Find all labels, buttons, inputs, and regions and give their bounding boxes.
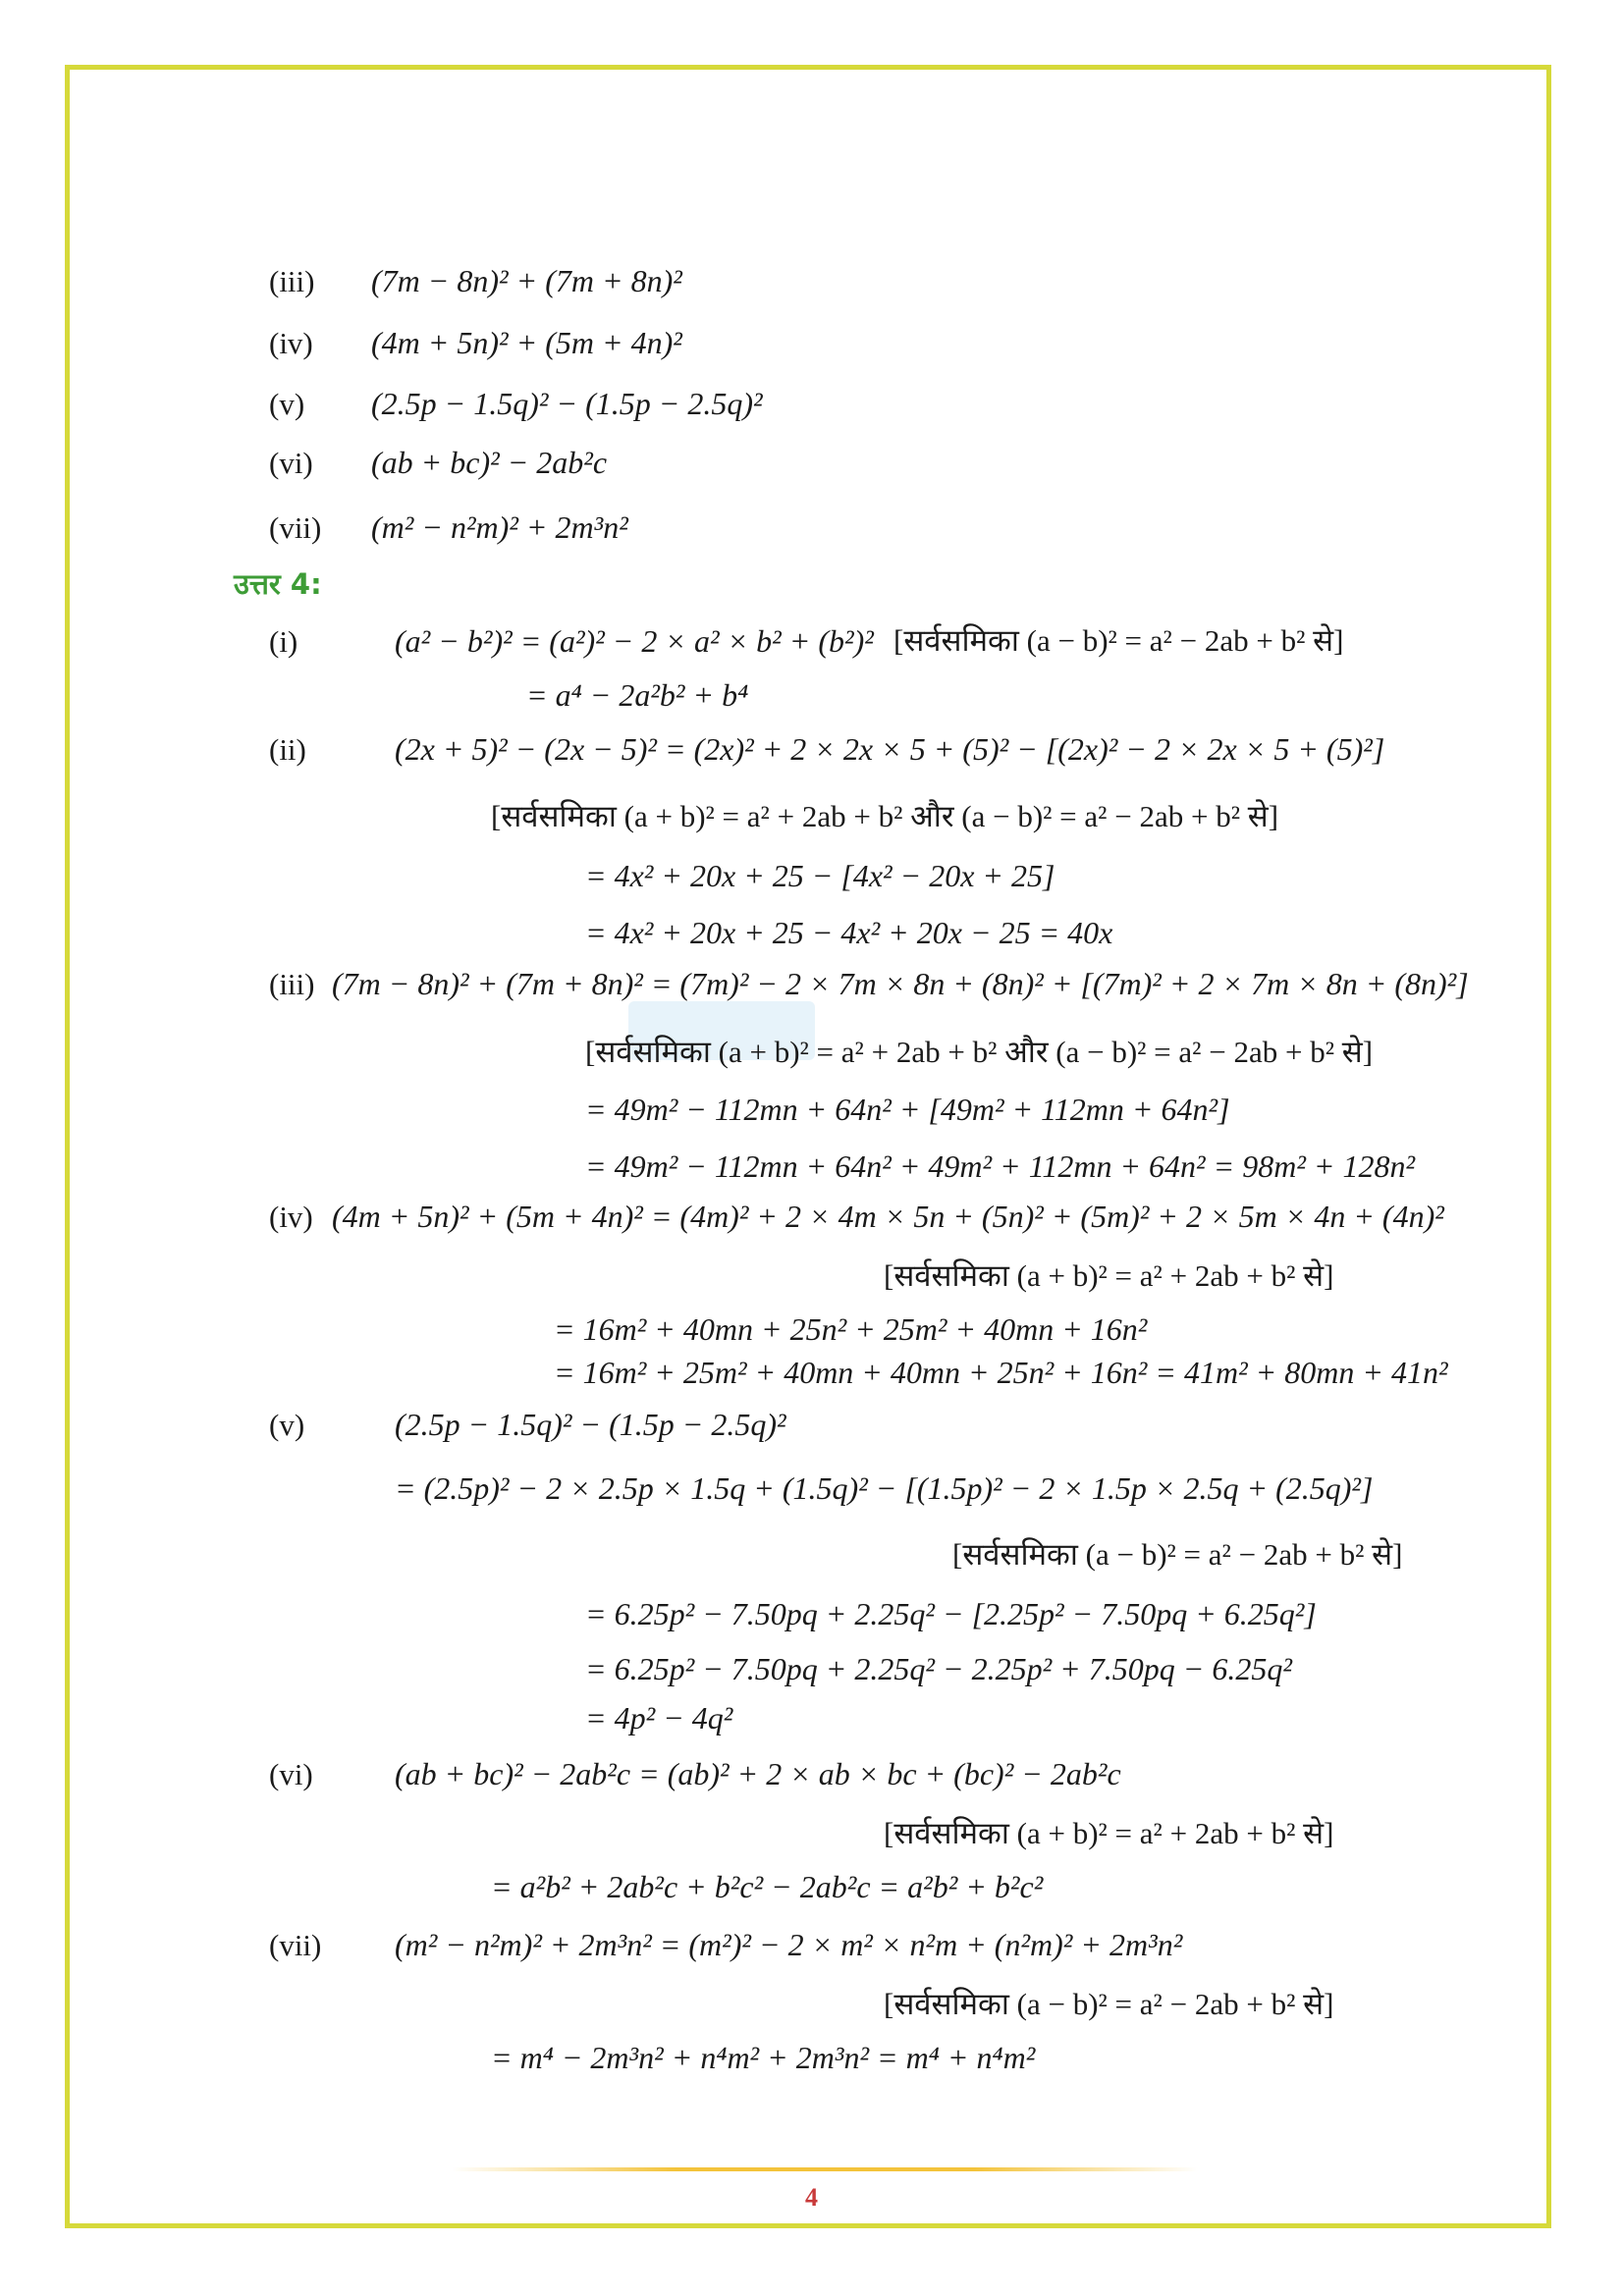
answer-step: = m⁴ − 2m³n² + n⁴m² + 2m³n² = m⁴ + n⁴m² [491, 2040, 1036, 2075]
question-expression: (2.5p − 1.5q)² − (1.5p − 2.5q)² [371, 386, 763, 421]
page-number: 4 [805, 2183, 818, 2212]
answer-step: (a² − b²)² = (a²)² − 2 × a² × b² + (b²)² [395, 623, 874, 659]
answer-heading: उत्तर 4: [234, 567, 322, 601]
question-expression: (7m − 8n)² + (7m + 8n)² [371, 263, 682, 298]
answer-step: (ab + bc)² − 2ab²c = (ab)² + 2 × ab × bc + (bc)² − 2ab²c [395, 1756, 1121, 1791]
answer-label: (vi) [269, 1757, 313, 1791]
answer-step: = 6.25p² − 7.50pq + 2.25q² − [2.25p² − 7.50pq + 6.25q²] [585, 1596, 1317, 1631]
identity-note: [सर्वसमिका (a + b)² = a² + 2ab + b² से] [884, 1816, 1334, 1850]
question-label: (v) [269, 387, 305, 421]
question-label: (vii) [269, 510, 322, 545]
answer-step: = 4x² + 20x + 25 − [4x² − 20x + 25] [585, 858, 1055, 893]
identity-note: [सर्वसमिका (a − b)² = a² − 2ab + b² से] [893, 623, 1344, 658]
footer-divider [452, 2167, 1198, 2171]
identity-note: [सर्वसमिका (a + b)² = a² + 2ab + b² से] [884, 1258, 1334, 1293]
answer-step: = 6.25p² − 7.50pq + 2.25q² − 2.25p² + 7.50pq − 6.25q² [585, 1651, 1292, 1686]
identity-note: [सर्वसमिका (a − b)² = a² − 2ab + b² से] [952, 1537, 1403, 1572]
identity-note: [सर्वसमिका (a + b)² = a² + 2ab + b² और (a − b)² = a² − 2ab + b² से] [491, 799, 1279, 833]
question-label: (iii) [269, 264, 315, 298]
answer-step: = a⁴ − 2a²b² + b⁴ [526, 677, 749, 713]
answer-label: (iii) [269, 967, 315, 1001]
question-expression: (4m + 5n)² + (5m + 4n)² [371, 325, 682, 360]
answer-step: = 49m² − 112mn + 64n² + 49m² + 112mn + 64n² = 98m² + 128n² [585, 1148, 1416, 1184]
identity-note: [सर्वसमिका (a − b)² = a² − 2ab + b² से] [884, 1987, 1334, 2021]
answer-step: (4m + 5n)² + (5m + 4n)² = (4m)² + 2 × 4m × 5n + (5n)² + (5m)² + 2 × 5m × 4n + (4n)² [332, 1199, 1444, 1234]
question-label: (iv) [269, 326, 313, 360]
question-expression: (ab + bc)² − 2ab²c [371, 445, 608, 480]
answer-step: (2.5p − 1.5q)² − (1.5p − 2.5q)² [395, 1407, 786, 1442]
answer-step: = a²b² + 2ab²c + b²c² − 2ab²c = a²b² + b²c² [491, 1869, 1044, 1904]
answer-label: (vii) [269, 1928, 322, 1962]
answer-step: = 16m² + 40mn + 25n² + 25m² + 40mn + 16n² [554, 1311, 1148, 1347]
answer-step: (m² − n²m)² + 2m³n² = (m²)² − 2 × m² × n²m + (n²m)² + 2m³n² [395, 1927, 1183, 1962]
answer-step: = 49m² − 112mn + 64n² + [49m² + 112mn + 64n²] [585, 1092, 1230, 1127]
answer-step: (2x + 5)² − (2x − 5)² = (2x)² + 2 × 2x × 5 + (5)² − [(2x)² − 2 × 2x × 5 + (5)²] [395, 731, 1385, 767]
answer-step: (7m − 8n)² + (7m + 8n)² = (7m)² − 2 × 7m × 8n + (8n)² + [(7m)² + 2 × 7m × 8n + (8n)²] [332, 966, 1469, 1001]
answer-step: = 4p² − 4q² [585, 1700, 733, 1735]
answer-label: (ii) [269, 732, 306, 767]
answer-label: (i) [269, 624, 298, 659]
answer-step: = (2.5p)² − 2 × 2.5p × 1.5q + (1.5q)² − [(1.5p)² − 2 × 1.5p × 2.5q + (2.5q)²] [395, 1470, 1374, 1506]
answer-label: (v) [269, 1408, 305, 1442]
question-expression: (m² − n²m)² + 2m³n² [371, 509, 628, 545]
answer-step: = 16m² + 25m² + 40mn + 40mn + 25n² + 16n² = 41m² + 80mn + 41n² [554, 1355, 1448, 1390]
answer-label: (iv) [269, 1200, 313, 1234]
question-label: (vi) [269, 446, 313, 480]
identity-note: [सर्वसमिका (a + b)² = a² + 2ab + b² और (a − b)² = a² − 2ab + b² से] [585, 1035, 1374, 1069]
answer-step: = 4x² + 20x + 25 − 4x² + 20x − 25 = 40x [585, 915, 1113, 950]
